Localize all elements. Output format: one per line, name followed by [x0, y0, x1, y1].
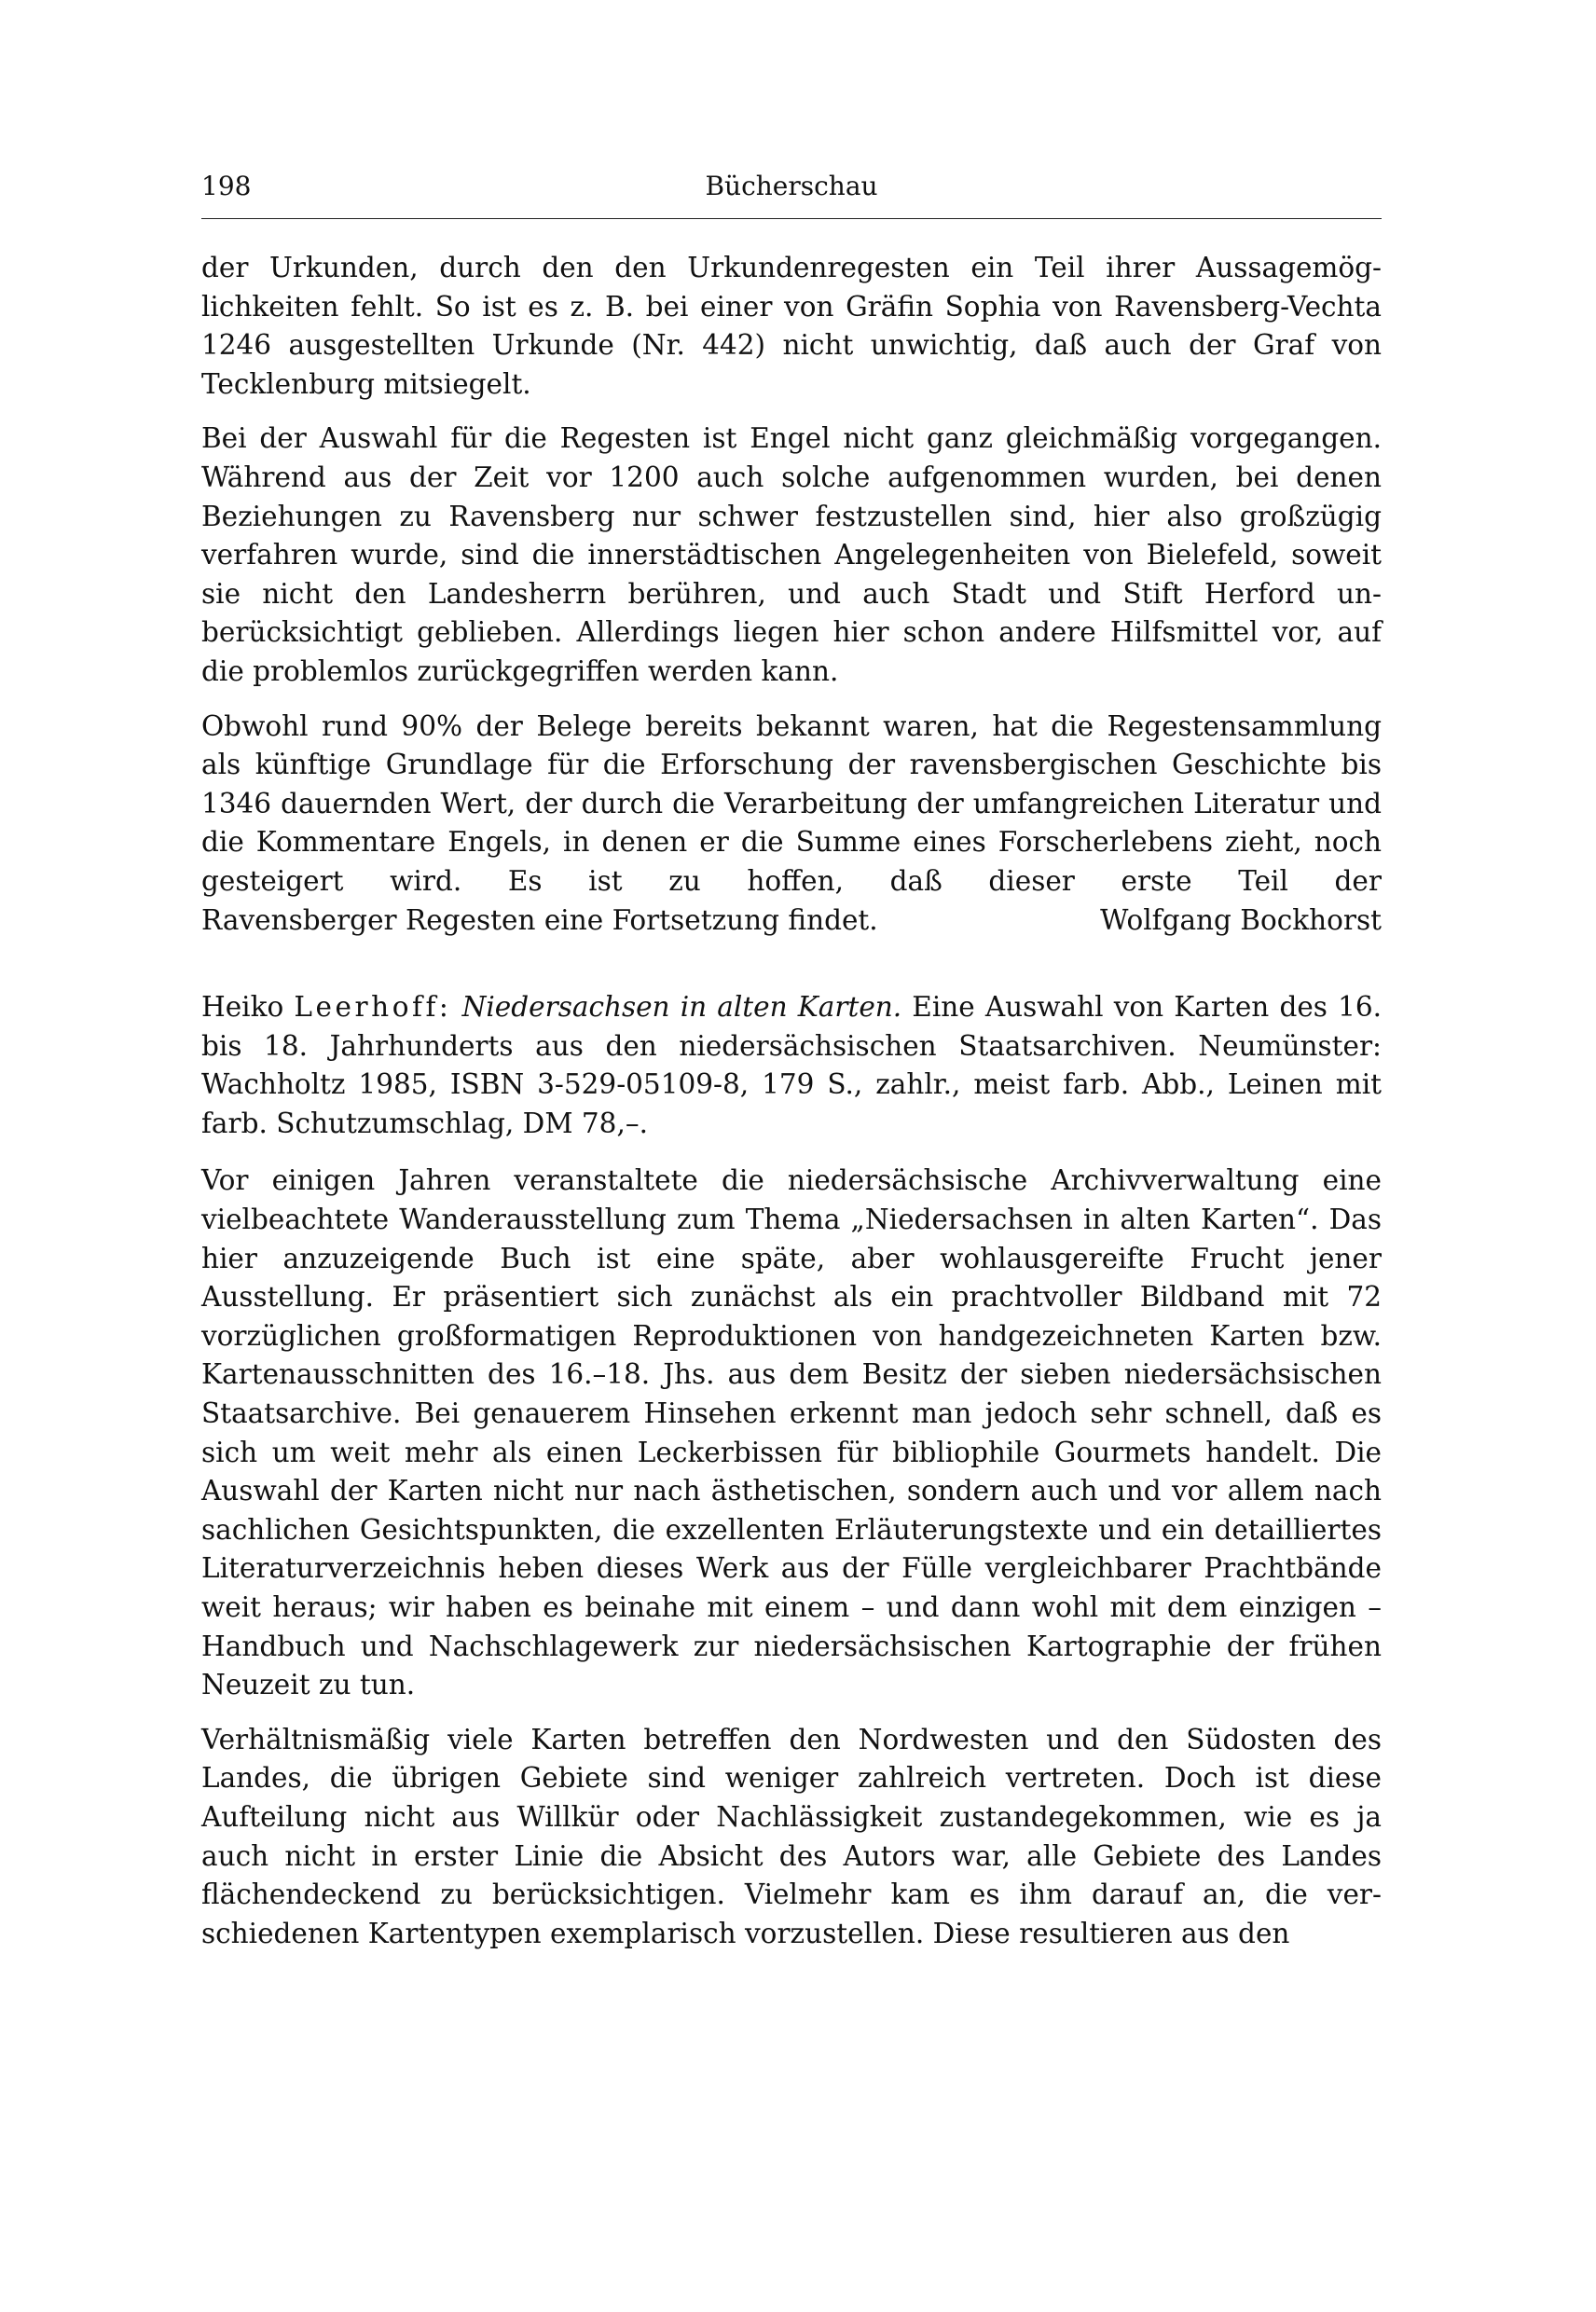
- paragraph-with-signature: [201, 708, 1382, 941]
- book-page: [201, 166, 1382, 1953]
- header-rule: [201, 218, 1382, 219]
- bibliographic-entry: [201, 988, 1382, 1143]
- reviewer-signature: Wolfgang Bockhorst: [1100, 903, 1382, 936]
- review-continuation: [201, 249, 1382, 940]
- paragraph: der Urkunden, durch den den Urkundenregesten ein Teil ihrer Aussagemöglichkeiten fehlt. So ist es z. B. bei einer von Gräfin Sophia von Ravensberg-Vechta 1246 ausgestellten Urkunde (Nr. 442) nicht unwichtig, daß auch der Graf von Tecklenburg mitsiegelt.: [201, 252, 1382, 400]
- running-title: Bücherschau: [705, 171, 878, 201]
- paragraph: Verhältnismäßig viele Karten betreffen den Nordwesten und den Südosten des Landes, die übrigen Gebiete sind weniger zahlreich vertreten. Doch ist diese Aufteilung nicht aus Willkür oder Nachlässigkeit zustandegekommen, wie es ja auch nicht in erster Linie die Absicht des Autors war, alle Gebiete des Landes flächendeckend zu berücksichtigen. Vielmehr kam es ihm darauf an, die verschiedenen Kartentypen exemplarisch vorzustellen. Diese resultieren aus den: [201, 1723, 1382, 1949]
- signature-line: [201, 901, 1382, 941]
- author-first-name: Heiko: [201, 991, 284, 1024]
- bibliographic-details: Eine Auswahl von Karten des 16. bis 18. Jahrhunderts aus den niedersächsischen Staatsarchiven. Neumünster: Wachholtz 1985, ISBN 3-529-05109-8, 179 S., zahlr., meist farb. Abb., Leinen mit farb. Schutzumschlag, DM 78,–.: [201, 991, 1382, 1139]
- page-body: [201, 249, 1382, 1953]
- author-last-name: Leerhoff:: [294, 991, 452, 1024]
- paragraph: Obwohl rund 90% der Belege bereits bekannt waren, hat die Regestensammlung als künftige Grundlage für die Erforschung der ravensbergischen Geschichte bis 1346 dauernden Wert, der durch die Verarbeitung der umfangreichen Literatur und die Kommentare Engels, in denen er die Summe eines Forscherlebens zieht, noch gesteigert wird. Es ist zu hoffen, daß dieser erste Teil der: [201, 709, 1382, 897]
- section-gap: [201, 940, 1382, 988]
- paragraph-last-line: Ravensberger Regesten eine Fortsetzung findet.: [201, 903, 878, 936]
- running-head: [201, 166, 1382, 207]
- paragraph: Vor einigen Jahren veranstaltete die niedersächsische Archivverwaltung eine vielbeachtete Wanderausstellung zum Thema „Niedersachsen in alten Karten“. Das hier anzuzeigende Buch ist eine späte, aber wohlausgereifte Frucht jener Ausstellung. Er präsentiert sich zunächst als ein prachtvoller Bildband mit 72 vorzüglichen großformatigen Reproduktionen von handgezeichneten Karten bzw. Kartenausschnitten des 16.–18. Jhs. aus dem Besitz der sieben niedersächsischen Staatsarchive. Bei genauerem Hinsehen erkennt man jedoch sehr schnell, daß es sich um weit mehr als einen Leckerbissen für bibliophile Gourmets handelt. Die Auswahl der Karten nicht nur nach ästhetischen, sondern auch und vor allem nach sachlichen Gesichtspunkten, die exzellenten Erläuterungstexte und ein detailliertes Literaturverzeichnis heben dieses Werk aus der Fülle vergleichbarer Prachtbände weit heraus; wir haben es beinahe mit einem – und dann wohl mit dem einzigen – Handbuch und Nachschlagewerk zur niedersächsischen Kartographie der frühen Neuzeit zu tun.: [201, 1164, 1382, 1701]
- page-number: 198: [201, 171, 252, 201]
- review-leerhoff: [201, 988, 1382, 1953]
- book-title: Niedersachsen in alten Karten.: [461, 991, 902, 1024]
- paragraph: Bei der Auswahl für die Regesten ist Engel nicht ganz gleichmäßig vorgegangen. Während aus der Zeit vor 1200 auch solche aufgenommen wurden, bei denen Beziehungen zu Ravensberg nur schwer festzustellen sind, hier also großzügig verfahren wurde, sind die innerstädtischen Angelegenheiten von Bielefeld, soweit sie nicht den Landesherrn berühren, und auch Stadt und Stift Herford unberücksichtigt geblieben. Allerdings liegen hier schon andere Hilfsmittel vor, auf die problemlos zurückgegriffen werden kann.: [201, 422, 1382, 687]
